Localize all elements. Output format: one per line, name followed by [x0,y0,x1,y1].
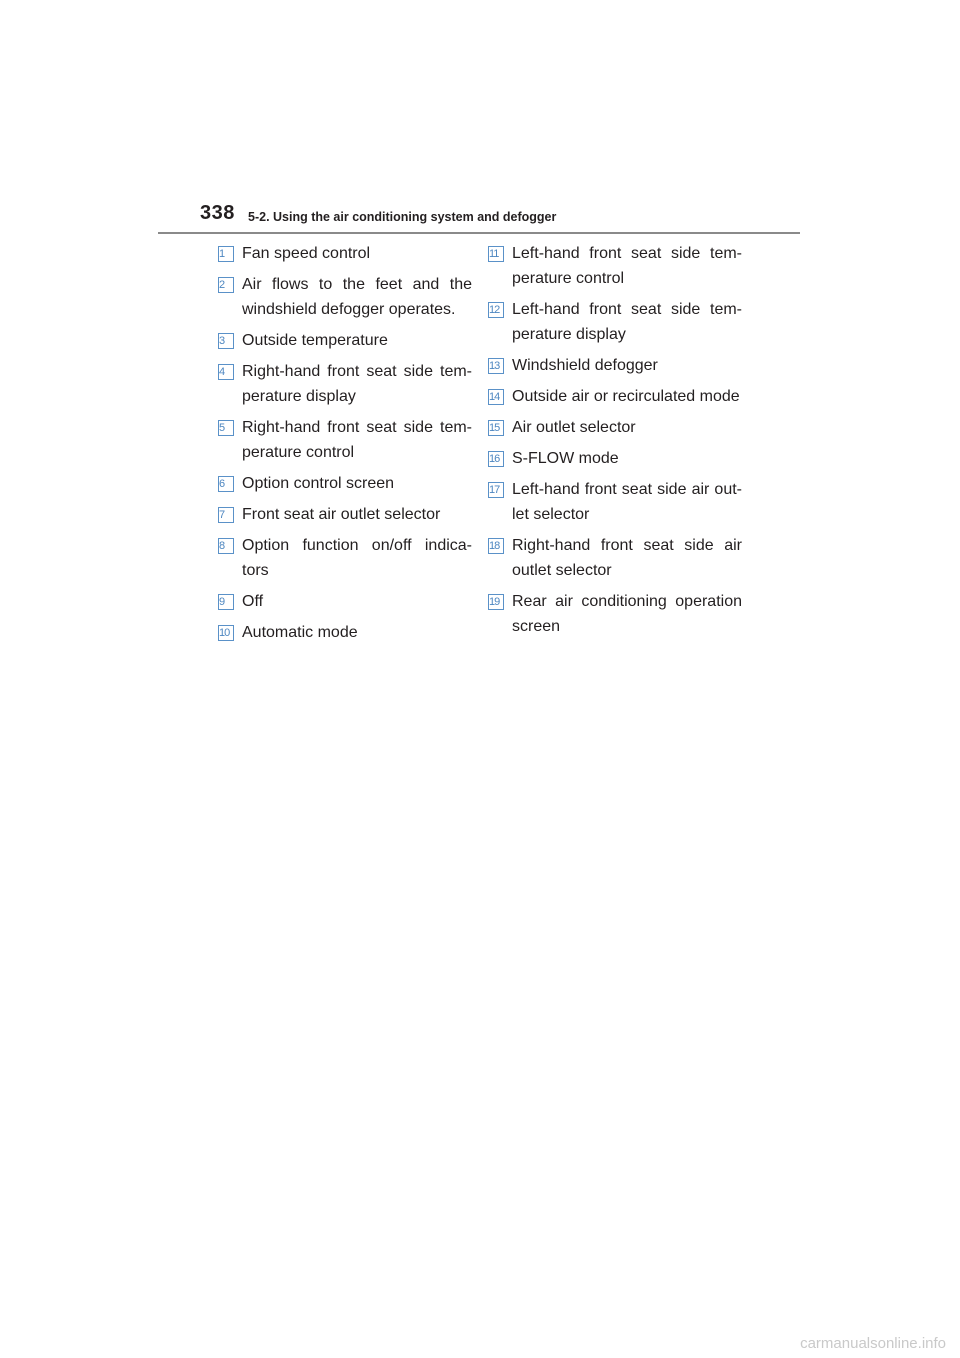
legend-item-text: Automatic mode [242,624,358,641]
legend-item [218,359,472,409]
legend-item [488,589,742,639]
legend-item-text: Right-hand front seat side tem-perature control [242,419,472,461]
callout-number-badge: 4 [218,364,234,380]
callout-number-badge: 18 [488,538,504,554]
callout-number-badge: 14 [488,389,504,405]
callout-number-badge: 7 [218,507,234,523]
section-title: 5-2. Using the air conditioning system and defogger [248,210,557,224]
callout-number-badge: 1 [218,246,234,262]
callout-number-badge: 5 [218,420,234,436]
callout-number-badge: 11 [488,246,504,262]
callout-number-badge: 2 [218,277,234,293]
legend-item [218,272,472,322]
legend-item-text: Right-hand front seat side tem-perature display [242,363,472,405]
callout-number-badge: 19 [488,594,504,610]
legend-item-text: Left-hand front seat side tem-perature display [512,301,742,343]
legend-item-text: Option function on/off indica-tors [242,537,472,579]
legend-item [218,533,472,583]
callout-number-badge: 17 [488,482,504,498]
legend-item-text: Outside air or recirculated mode [512,388,740,405]
legend-column-right [488,241,742,645]
legend-item-text: Air flows to the feet and the windshield defogger operates. [242,276,472,318]
legend-item-text: Left-hand front seat side tem-perature control [512,245,742,287]
legend-item [488,533,742,583]
legend-item-text: Left-hand front seat side air out-let selector [512,481,742,523]
legend-item-text: Right-hand front seat side air outlet selector [512,537,742,579]
legend-item-text: Windshield defogger [512,357,658,374]
callout-number-badge: 6 [218,476,234,492]
legend-item-text: Front seat air outlet selector [242,506,441,523]
legend-item-text: Option control screen [242,475,395,492]
callout-number-badge: 15 [488,420,504,436]
callout-number-badge: 12 [488,302,504,318]
callout-number-badge: 3 [218,333,234,349]
legend-item-text: Rear air conditioning operation screen [512,593,742,635]
legend-column-left [218,241,472,651]
legend-item [218,589,472,614]
legend-item [218,328,472,353]
legend-item [488,241,742,291]
callout-number-badge: 9 [218,594,234,610]
legend-item-text: Off [242,593,264,610]
legend-item-text: Fan speed control [242,245,371,262]
legend-item [488,446,742,471]
legend-item [488,384,742,409]
legend-item [218,620,472,645]
legend-item [488,477,742,527]
legend-item [488,415,742,440]
legend-item [218,241,472,266]
legend-item-text: Outside temperature [242,332,388,349]
page-number: 338 [200,202,235,224]
header-divider [158,232,800,234]
legend-item-text: Air outlet selector [512,419,636,436]
callout-number-badge: 16 [488,451,504,467]
legend-item [218,415,472,465]
legend-item-text: S-FLOW mode [512,450,619,467]
watermark: carmanualsonline.info [800,1335,946,1352]
legend-item [218,502,472,527]
legend-item [488,353,742,378]
callout-number-badge: 13 [488,358,504,374]
legend-item [488,297,742,347]
legend-item [218,471,472,496]
callout-number-badge: 8 [218,538,234,554]
callout-number-badge: 10 [218,625,234,641]
